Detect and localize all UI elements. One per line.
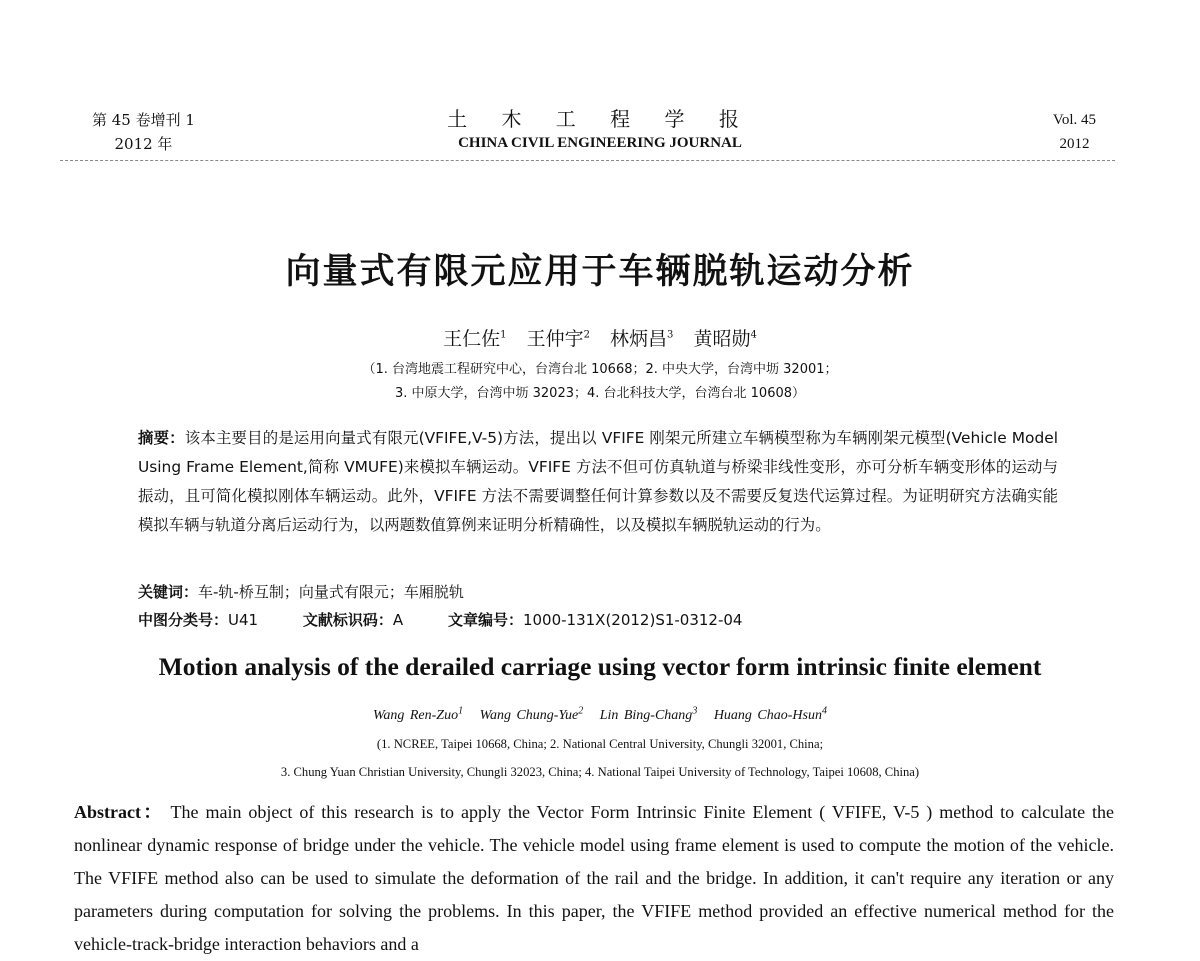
author-en: Huang Chao-Hsun$^4$: [713, 705, 827, 723]
author-en: Wang Ren-Zuo$^1$: [373, 705, 464, 723]
author-cn: 黄昭勋$^4$: [693, 328, 757, 350]
year-en: 2012: [1059, 136, 1090, 152]
abstract-text-cn: 该本主要目的是运用向量式有限元(VFIFE,V-5)方法，提出以 VFIFE 刚架元所建立车辆模型称为车辆刚架元模型(Vehicle Model Using Frame Element,简称 VMUFE)来模拟车辆运动。VFIFE 方法不但可仿真轨道与桥梁非线性变形，亦可分析车辆变形体的运动与振动，且可简化模拟刚体车辆运动。此外，VFIFE 方法不需要调整任何计算参数以及不需要反复迭代运算过程。为证明研究方法确实能模拟车辆与轨道分离后运动行为，以两题数值算例来证明分析精确性，以及模拟车辆脱轨运动的行为。: [138, 429, 1058, 534]
keywords-text: 车-轨-桥互制；向量式有限元；车厢脱轨: [198, 583, 464, 601]
abstract-cn: [138, 424, 1058, 540]
affiliations-cn: [0, 358, 1200, 406]
classification-line: [138, 608, 782, 632]
abstract-text-en: The main object of this research is to apply the Vector Form Intrinsic Finite Element ( VFIFE, V-5 ) method to calculate the nonlinear dynamic response of bridge under the vehicle. The vehicle model using frame element is used to compute the motion of the vehicle. The VFIFE method also can be used to simulate the deformation of the rail and the bridge. In addition, it can't require any iteration or any parameters during computation for solving the problems. In this paper, the VFIFE method provided an effective numerical method for the vehicle-track-bridge interaction behaviors and a: [74, 802, 1114, 954]
affiliation-line: 3. 中原大学，台湾中坜 32023；4. 台北科技大学，台湾台北 10608）: [394, 386, 806, 401]
author-en: Lin Bing-Chang$^3$: [599, 705, 698, 723]
article-number: 文章编号：1000-131X(2012)S1-0312-04: [447, 611, 743, 629]
abstract-label-en: Abstract：: [74, 802, 164, 822]
journal-name-en: CHINA CIVIL ENGINEERING JOURNAL: [458, 135, 742, 151]
header-rule: [60, 160, 1115, 161]
authors-cn: [0, 324, 1200, 351]
keywords-cn: [138, 580, 464, 604]
doc-code: 文献标识码：A: [302, 611, 404, 629]
affiliation-line: （1. 台湾地震工程研究中心，台湾台北 10668；2. 中央大学，台湾中坜 32001；: [362, 362, 838, 377]
affiliation-line: (1. NCREE, Taipei 10668, China; 2. National Central University, Chungli 32001, China;: [376, 737, 824, 751]
affiliations-en: [0, 730, 1200, 786]
author-en: Wang Chung-Yue$^2$: [479, 705, 584, 723]
abstract-label-cn: 摘要：: [138, 429, 185, 447]
author-cn: 王仁佐$^1$: [443, 328, 507, 350]
year-cn: 2012 年: [114, 135, 173, 153]
authors-en: [0, 705, 1200, 724]
volume-cn: 第 45 卷增刊 1: [92, 111, 195, 129]
clc-code: 中图分类号：U41: [138, 611, 259, 629]
keywords-label: 关键词：: [138, 583, 199, 601]
abstract-en: [74, 796, 1114, 961]
affiliation-line: 3. Chung Yuan Christian University, Chungli 32023, China; 4. National Taipei University of Technology, Taipei 10608, China): [280, 765, 920, 779]
volume-en: Vol. 45: [1052, 112, 1096, 128]
header-right: [1053, 108, 1096, 156]
author-cn: 王仲宇$^2$: [526, 328, 590, 350]
journal-name-cn: 土 木 工 程 学 报: [447, 107, 753, 131]
paper-title-cn: 向量式有限元应用于车辆脱轨运动分析: [285, 252, 915, 292]
paper-title-en: Motion analysis of the derailed carriage using vector form intrinsic finite element: [158, 652, 1042, 681]
journal-title: [0, 106, 1200, 154]
author-cn: 林炳昌$^3$: [610, 328, 674, 350]
